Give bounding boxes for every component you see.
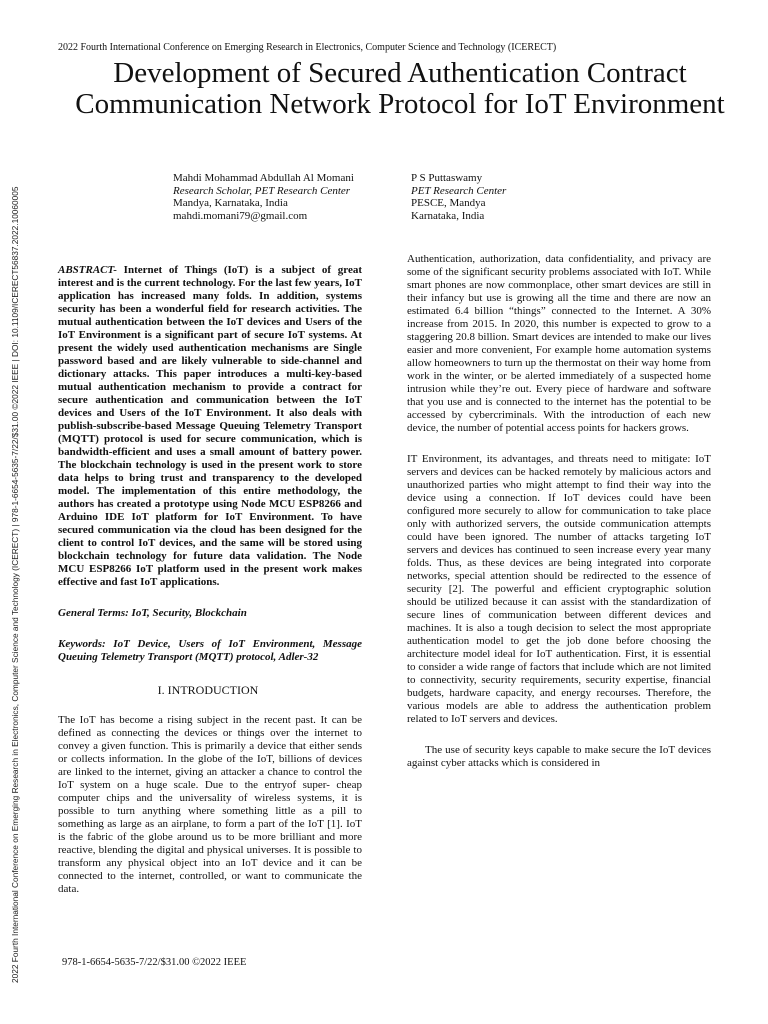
- copyright-footer: 978-1-6654-5635-7/22/$31.00 ©2022 IEEE: [62, 957, 247, 968]
- body-paragraph-2: IT Environment, its advantages, and threats need to mitigate: IoT servers and devices can be hacked remotely by malicious actors and unauthorized parties who might attempt to find their way into the device using a connection. If IoT devices could have been configured more securely to allow for communication to take place only with authorized servers, the outside communication attempts could have been ignored. The number of attacks targeting IoT servers and devices has continued to seen increase every year many folds. Thus, as these devices are being integrated into corporate networks, special attention should be redirected to the essence of security [2]. The powerful and efficient cryptographic solution should be utilized because it can assist with the standardization of secure lines of communication between different devices and machines. It is also a tough decision to select the most appropriate authentication model to get the job done before choosing the architecture model ideal for IoT authentication. First, it is essential to consider a wide range of factors that include which are not limited to connectivity, security requirements, security expertise, financial budgets, hardware capacity, and energy recourses. Therefore, the various models are able to address the authentication problem related to IoT servers and devices.: [407, 453, 711, 725]
- author-block-2: [411, 172, 506, 222]
- author-location: PESCE, Mandya: [411, 197, 486, 210]
- paper-title: Development of Secured Authentication Contract Communication Network Protocol for IoT Environment: [75, 57, 725, 120]
- section-heading: I. INTRODUCTION: [157, 683, 259, 697]
- author-location-extra: Karnataka, India: [411, 209, 485, 222]
- keywords: Keywords: IoT Device, Users of IoT Environment, Message Queuing Telemetry Transport (MQTT) protocol, Adler-32: [58, 638, 362, 663]
- author-name: Mahdi Mohammad Abdullah Al Momani: [173, 172, 354, 184]
- author-name: P S Puttaswamy: [411, 172, 483, 184]
- intro-paragraph: The IoT has become a rising subject in the recent past. It can be defined as connecting the devices or things over the internet to convey a given function. This is primarily a device that either sends or collects information. In the globe of the IoT, billions of devices are linked to the internet, giving an attacker a chance to control the IoT system on a huge scale. Due to the entryof super- cheap computer chips and the universality of wireless systems, it is possible to turn anything where something little as a pill to something as large as an airplane, to form a part of the IoT [1]. IoT is the fabric of the globe around us to be more brilliant and more reactive, blending the digital and physical universes. It is possible to transform any physical object into an IoT device and it can be connected to the internet, controlled, or want to communicate the data.: [58, 714, 362, 895]
- conference-header: 2022 Fourth International Conference on Emerging Research in Electronics, Computer Science and Technology (ICERECT): [58, 42, 557, 53]
- author-affiliation: Research Scholar, PET Research Center: [173, 184, 351, 197]
- body-paragraph-3: The use of security keys capable to make secure the IoT devices against cyber attacks which is considered in: [407, 744, 711, 769]
- doi-sidebar: 2022 Fourth International Conference on Emerging Research in Electronics, Computer Science and Technology (ICERECT) | 978-1-6654-5635-7/22/$31.00 ©2022 IEEE | DOI: 10.1109/ICERECT56837.2022.10060005: [10, 186, 20, 983]
- abstract: [58, 264, 362, 589]
- author-affiliation: PET Research Center: [411, 184, 507, 197]
- author-email[interactable]: mahdi.momani79@gmail.com: [173, 209, 308, 222]
- intro-column: [58, 714, 362, 896]
- body-paragraph-1: Authentication, authorization, data confidentiality, and privacy are some of the significant security problems associated with IoT. While smart phones are now commonplace, other smart devices are still in their infancy but use is growing all the time and there are now an estimated 6.4 billion “things” connected to the Internet. A 30% increase from 2015. In 2020, this number is expected to grow to a staggering 20.8 billion. Smart devices are intended to make our lives easier and more convenient, For example home automation systems allow homeowners to turn up the thermostat on their way home from work in the winter, or be alerted immediately of a suspected home intrusion while they’re out. Every piece of hardware and software that you use and is connected to the internet has the potential to be accessed by cybercriminals. With the introduction of each new device, the number of potential access points for hackers grows.: [407, 253, 711, 434]
- author-location: Mandya, Karnataka, India: [173, 197, 288, 210]
- general-terms: General Terms: IoT, Security, Blockchain: [58, 607, 247, 619]
- abstract-text: Internet of Things (IoT) is a subject of great interest and is the current technology. For the last few years, IoT application has increased many folds. In addition, systems security has been a wonderful field for research activities. The mutual authentication between the IoT devices and Users of the IoT Environment is a significant part of secure IoT systems. At present the widely used authentication mechanisms are Single password based and are likely vulnerable to side-channel and dictionary attacks. This paper introduces a multi-key-based mutual authentication mechanism to provide a contract for secure authentication and communication between the IoT devices and Users of the IoT Environment. It also deals with publish-subscribe-based Message Queuing Telemetry Transport (MQTT) protocol is used for secure communication, which is bandwidth-efficient and uses a small amount of battery power. The blockchain technology is used in the present work to store data helps to bring trust and transparency to the developed model. The implementation of this entire methodology, the authors has created a prototype using Node MCU ESP8266 and Arduino IDE IoT platform for IoT Environment. To have secured communication via the cloud has been designed for the client to control IoT devices, and the same will be stored using blockchain technology for future data validation. The Node MCU ESP8266 IoT platform used in the present work makes effective and fast IoT applications.: [58, 264, 362, 588]
- abstract-label: ABSTRACT-: [58, 264, 117, 276]
- left-column: [58, 264, 362, 664]
- author-block-1: [173, 172, 354, 222]
- right-column: [407, 253, 711, 770]
